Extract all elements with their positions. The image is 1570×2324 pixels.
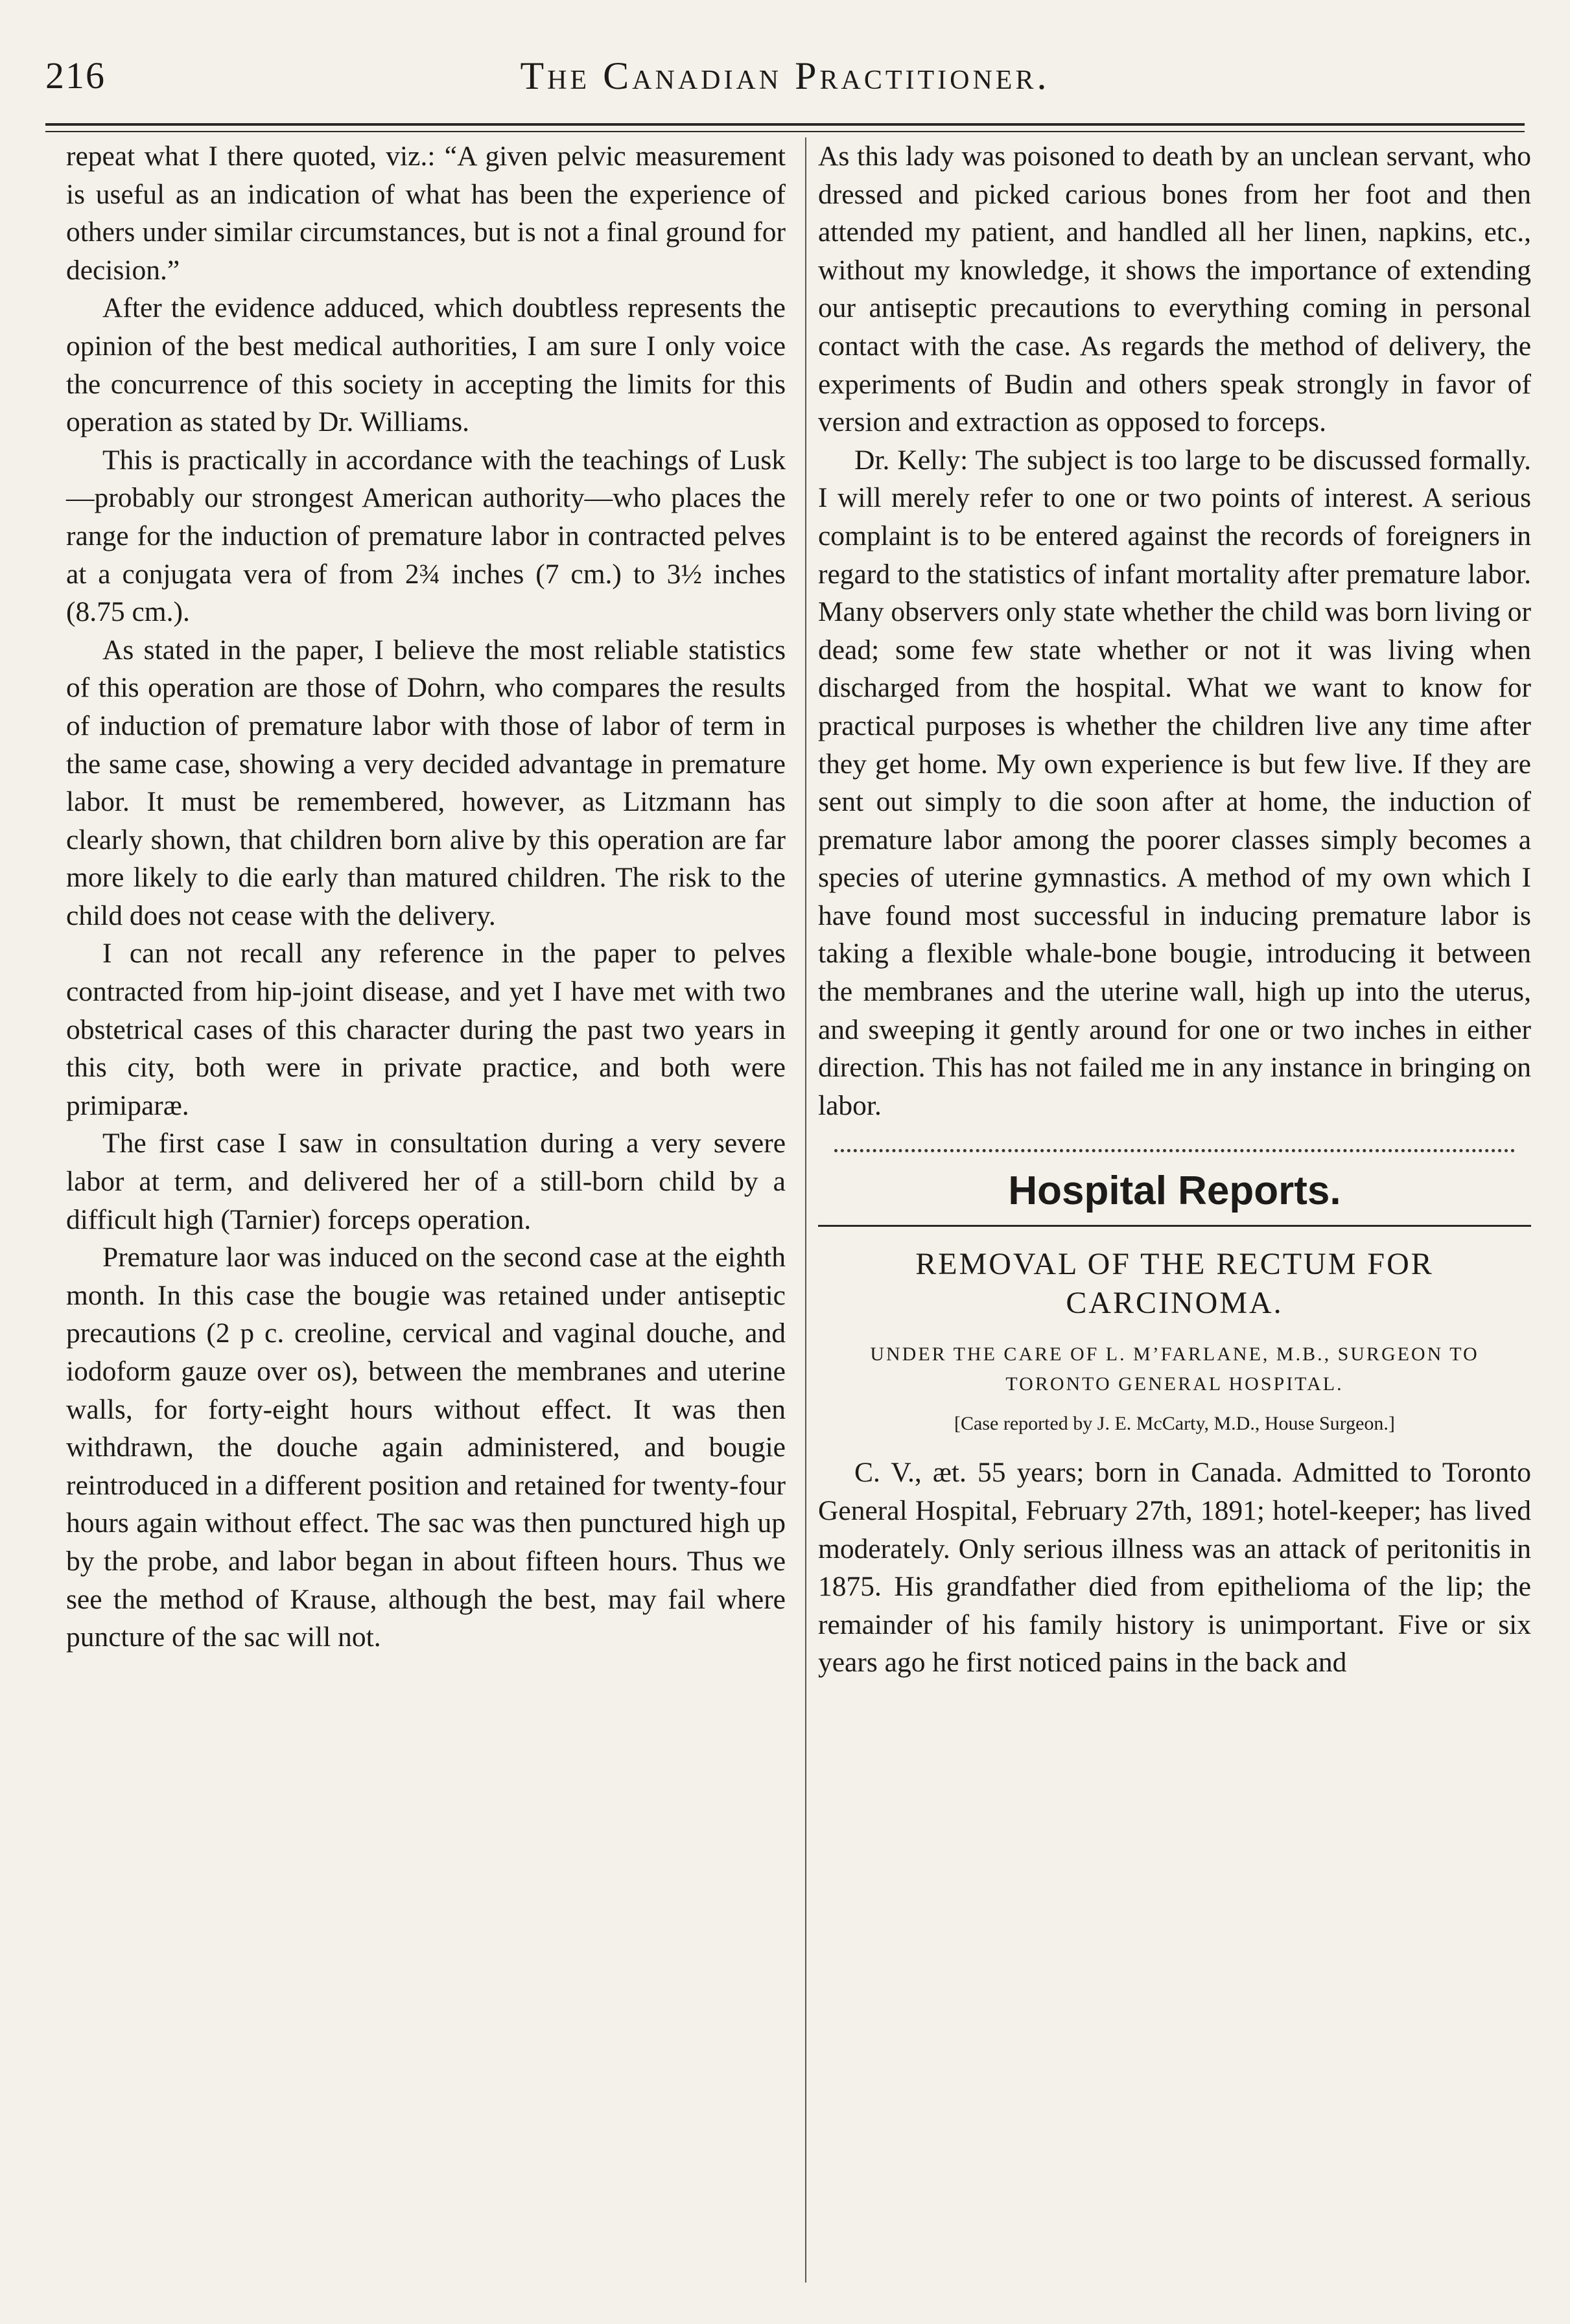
paragraph: The first case I saw in consultation during a very severe labor at term, and delivered her of a still-born child by a difficult high (Tarnier) forceps operation. xyxy=(66,1128,786,1235)
paragraph: After the evidence adduced, which doubtless represents the opinion of the best medical authorities, I am sure I only voice the concurrence of this society in accepting the limits for this operation as stated by Dr. Williams. xyxy=(66,292,786,438)
article-byline: UNDER THE CARE OF L. M’FARLANE, M.B., SURGEON TO TORONTO GENERAL HOSPITAL. xyxy=(870,1343,1479,1395)
section-separator xyxy=(834,1149,1515,1152)
paragraph: As stated in the paper, I believe the most reliable statistics of this operation are those of Dohrn, who compares the results of induction of premature labor with those of labor of term in the same case, showing a very decided advantage in premature labor. It must be remembered, however, as Litzmann has clearly shown, that children born alive by this operation are far more likely to die early than matured children. The risk to the child does not cease with the delivery. xyxy=(66,634,786,931)
right-column xyxy=(818,137,1531,1682)
page-header xyxy=(45,49,1525,113)
paragraph: As this lady was poisoned to death by an unclean servant, who dressed and picked carious bones from her foot and then attended my patient, and handled all her linen, napkins, etc., without my knowledge, it shows the importance of extending our antiseptic precautions to everything coming in personal contact with the case. As regards the method of delivery, the experiments of Budin and others speak strongly in favor of version and extraction as opposed to forceps. xyxy=(818,141,1531,438)
header-rule-thick xyxy=(45,123,1525,126)
header-rule-thin xyxy=(45,131,1525,132)
page-number: 216 xyxy=(45,54,106,97)
article-title: REMOVAL OF THE RECTUM FOR CARCINOMA. xyxy=(915,1247,1434,1321)
column-divider xyxy=(805,137,806,2283)
paragraph: repeat what I there quoted, viz.: “A given pelvic measurement is useful as an indication of what has been the experience of others under similar circumstances, but is not a final ground for decision.” xyxy=(66,141,786,286)
running-head: The Canadian Practitioner. xyxy=(520,54,1050,97)
section-rule xyxy=(818,1225,1531,1227)
paragraph: I can not recall any reference in the paper to pelves contracted from hip-joint disease, and yet I have met with two obstetrical cases of this character during the past two years in this city, both were in private practice, and both were primiparæ. xyxy=(66,938,786,1121)
paragraph: This is practically in accordance with the teachings of Lusk—probably our strongest American authority—who places the range for the induction of premature labor in contracted pelves at a conjugata vera of from 2¾ inches (7 cm.) to 3½ inches (8.75 cm.). xyxy=(66,444,786,628)
paragraph: Premature laor was induced on the second case at the eighth month. In this case the bougie was retained under antiseptic precautions (2 p c. creoline, cervical and vaginal douche, and iodoform gauze over os), between the membranes and uterine walls, for forty-eight hours without effect. It was then withdrawn, the douche again administered, and bougie reintroduced in a different position and retained for twenty-four hours again without effect. The sac was then punctured high up by the probe, and labor began in about fifteen hours. Thus we see the method of Krause, although the best, may fail where puncture of the sac will not. xyxy=(66,1242,786,1653)
section-title: Hospital Reports. xyxy=(1008,1168,1341,1214)
paragraph: C. V., æt. 55 years; born in Canada. Admitted to Toronto General Hospital, February 27th, 1891; hotel-keeper; has lived moderately. Only serious illness was an attack of peritonitis in 1875. His grandfather died from epithelioma of the lip; the remainder of his family history is unimportant. Five or six years ago he first noticed pains in the back and xyxy=(818,1457,1531,1679)
paragraph: Dr. Kelly: The subject is too large to be discussed formally. I will merely refer to one or two points of interest. A serious complaint is to be entered against the records of foreigners in regard to the statistics of infant mortality after premature labor. Many observers only state whether the child was born living or dead; some few state whether or not it was living when discharged from the hospital. What we want to know for practical purposes is whether the children live any time after they get home. My own experience is but few live. If they are sent out simply to die soon after at home, the induction of premature labor among the poorer classes simply becomes a species of uterine gymnastics. A method of my own which I have found most successful in inducing premature labor is taking a flexible whale-bone bougie, introducing it between the membranes and the uterine wall, high up into the uterus, and sweeping it gently around for one or two inches in either direction. This has not failed me in any instance in bringing on labor. xyxy=(818,444,1531,1121)
left-column xyxy=(66,137,786,1656)
report-note: [Case reported by J. E. McCarty, M.D., House Surgeon.] xyxy=(954,1413,1395,1435)
